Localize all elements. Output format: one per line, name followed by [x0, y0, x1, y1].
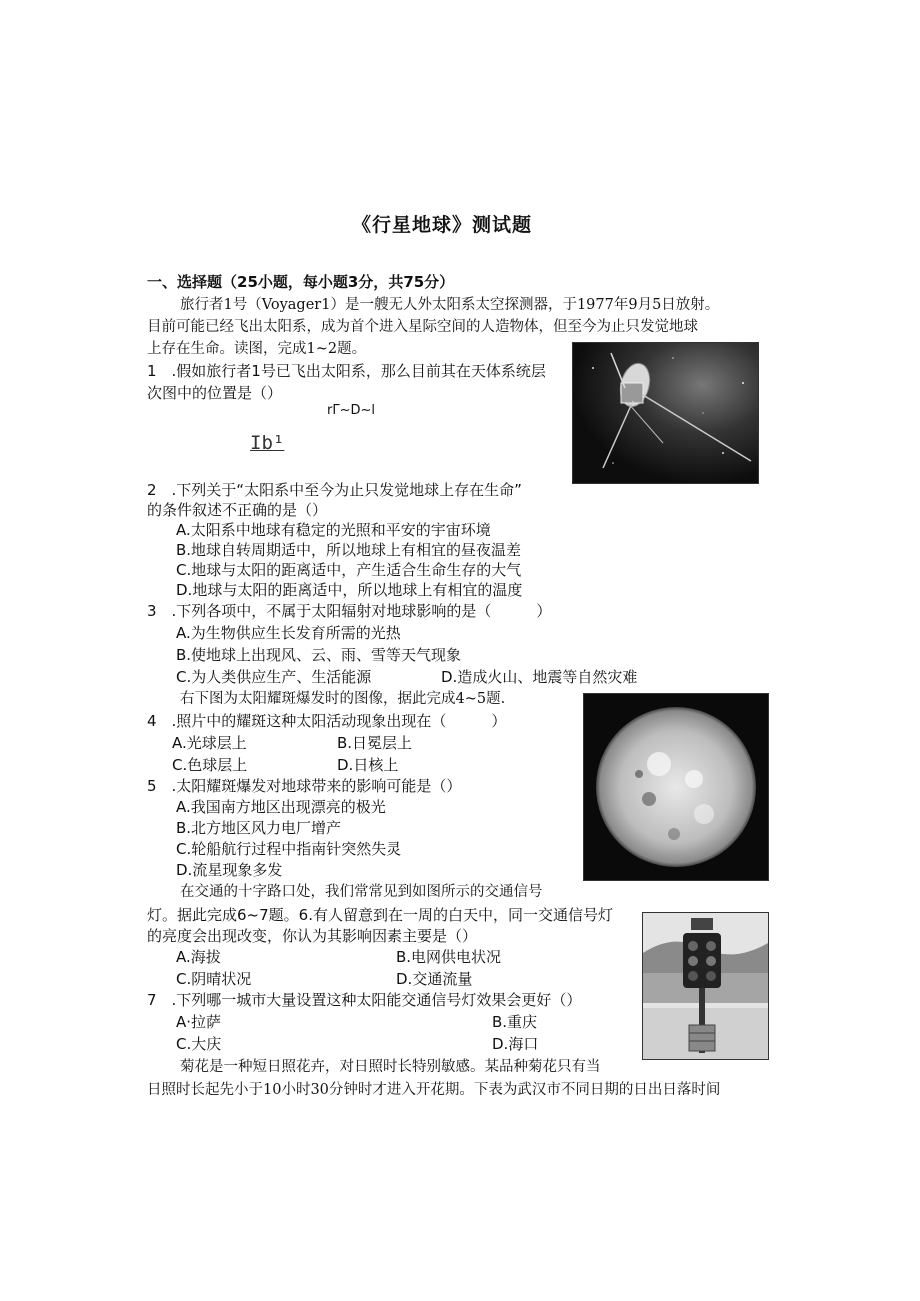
sun-illustration	[584, 694, 768, 880]
intro1-line2: 目前可能已经飞出太阳系，成为首个进入星际空间的人造物体，但至今为止只发觉地球	[147, 319, 698, 335]
q6-option-c: C.阴晴状况	[176, 970, 252, 988]
q6-option-b: B.电网供电状况	[396, 948, 502, 966]
intro4-line1: 菊花是一种短日照花卉，对日照时长特别敏感。某品种菊花只有当	[180, 1059, 601, 1075]
q2-option-b: B.地球自转周期适中，所以地球上有相宜的昼夜温差	[176, 541, 522, 559]
q3-line1: 3 .下列各项中，不属于太阳辐射对地球影响的是（ ）	[147, 602, 552, 620]
intro2: 右下图为太阳耀斑爆发时的图像，据此完成4~5题.	[180, 691, 506, 707]
intro3-line1: 在交通的十字路口处，我们常常见到如图所示的交通信号	[180, 884, 543, 900]
q5-option-c: C.轮船航行过程中指南针突然失灵	[176, 840, 402, 858]
q1-diagram-label-top: rΓ~D~l	[327, 403, 375, 418]
q6-option-d: D.交通流量	[396, 970, 473, 988]
q7-option-d: D.海口	[492, 1035, 539, 1053]
solar-flare-image	[583, 693, 769, 881]
q3-option-a: A.为生物供应生长发育所需的光热	[176, 624, 401, 642]
traffic-light-illustration	[643, 913, 768, 1059]
q1-diagram-label-bottom: Ib¹	[250, 432, 285, 454]
q4-option-b: B.日冕层上	[337, 734, 413, 752]
q2-option-c: C.地球与太阳的距离适中，产生适合生命生存的大气	[176, 561, 522, 579]
intro4-line2: 日照时长起先小于10小时30分钟时才进入开花期。下表为武汉市不同日期的日出日落时间	[147, 1082, 721, 1098]
q2-line2: 的条件叙述不正确的是（）	[147, 501, 328, 519]
page-title: 《行星地球》测试题	[352, 214, 533, 236]
q7-option-c: C.大庆	[176, 1035, 222, 1053]
q3-option-c: C.为人类供应生产、生活能源	[176, 668, 372, 686]
q5-option-a: A.我国南方地区出现漂亮的极光	[176, 798, 386, 816]
section-heading: 一、选择题（25小题，每小题3分，共75分）	[147, 273, 455, 291]
q4-line1: 4 .照片中的耀斑这种太阳活动现象出现在（ ）	[147, 712, 507, 730]
q4-option-c: C.色球层上	[172, 756, 248, 774]
intro3-line3: 的亮度会出现改变，你认为其影响因素主要是（）	[147, 927, 478, 945]
q5-option-d: D.流星现象多发	[176, 861, 283, 879]
voyager-image	[572, 342, 759, 484]
q2-option-d: D.地球与太阳的距离适中，所以地球上有相宜的温度	[176, 581, 523, 599]
intro1-line3: 上存在生命。读图，完成1~2题。	[147, 341, 367, 357]
q5-option-b: B.北方地区风力电厂增产	[176, 819, 342, 837]
traffic-light-image	[642, 912, 769, 1060]
q7-line1: 7 .下列哪一城市大量设置这种太阳能交通信号灯效果会更好（）	[147, 991, 582, 1009]
q3-option-d: D.造成火山、地震等自然灾难	[441, 668, 638, 686]
q6-option-a: A.海拔	[176, 948, 221, 966]
q1-line1: 1 .假如旅行者1号已飞出太阳系，那么目前其在天体系统层	[147, 362, 546, 380]
q1-line2: 次图中的位置是（）	[147, 384, 283, 402]
q4-option-a: A.光球层上	[172, 734, 247, 752]
q2-option-a: A.太阳系中地球有稳定的光照和平安的宇宙环境	[176, 521, 491, 539]
intro1-line1: 旅行者1号（Voyager1）是一艘无人外太阳系太空探测器，于1977年9月5日放射。	[180, 297, 720, 313]
q2-line1: 2 .下列关于“太阳系中至今为止只发觉地球上存在生命”	[147, 481, 522, 499]
voyager-illustration	[573, 343, 758, 483]
q3-option-b: B.使地球上出现风、云、雨、雪等天气现象	[176, 646, 462, 664]
q5-line1: 5 .太阳耀斑爆发对地球带来的影响可能是（）	[147, 777, 462, 795]
q7-option-b: B.重庆	[492, 1013, 538, 1031]
intro3-line2: 灯。据此完成6~7题。6.有人留意到在一周的白天中，同一交通信号灯	[147, 906, 613, 924]
q4-option-d: D.日核上	[337, 756, 399, 774]
q7-option-a: A·拉萨	[176, 1013, 222, 1031]
